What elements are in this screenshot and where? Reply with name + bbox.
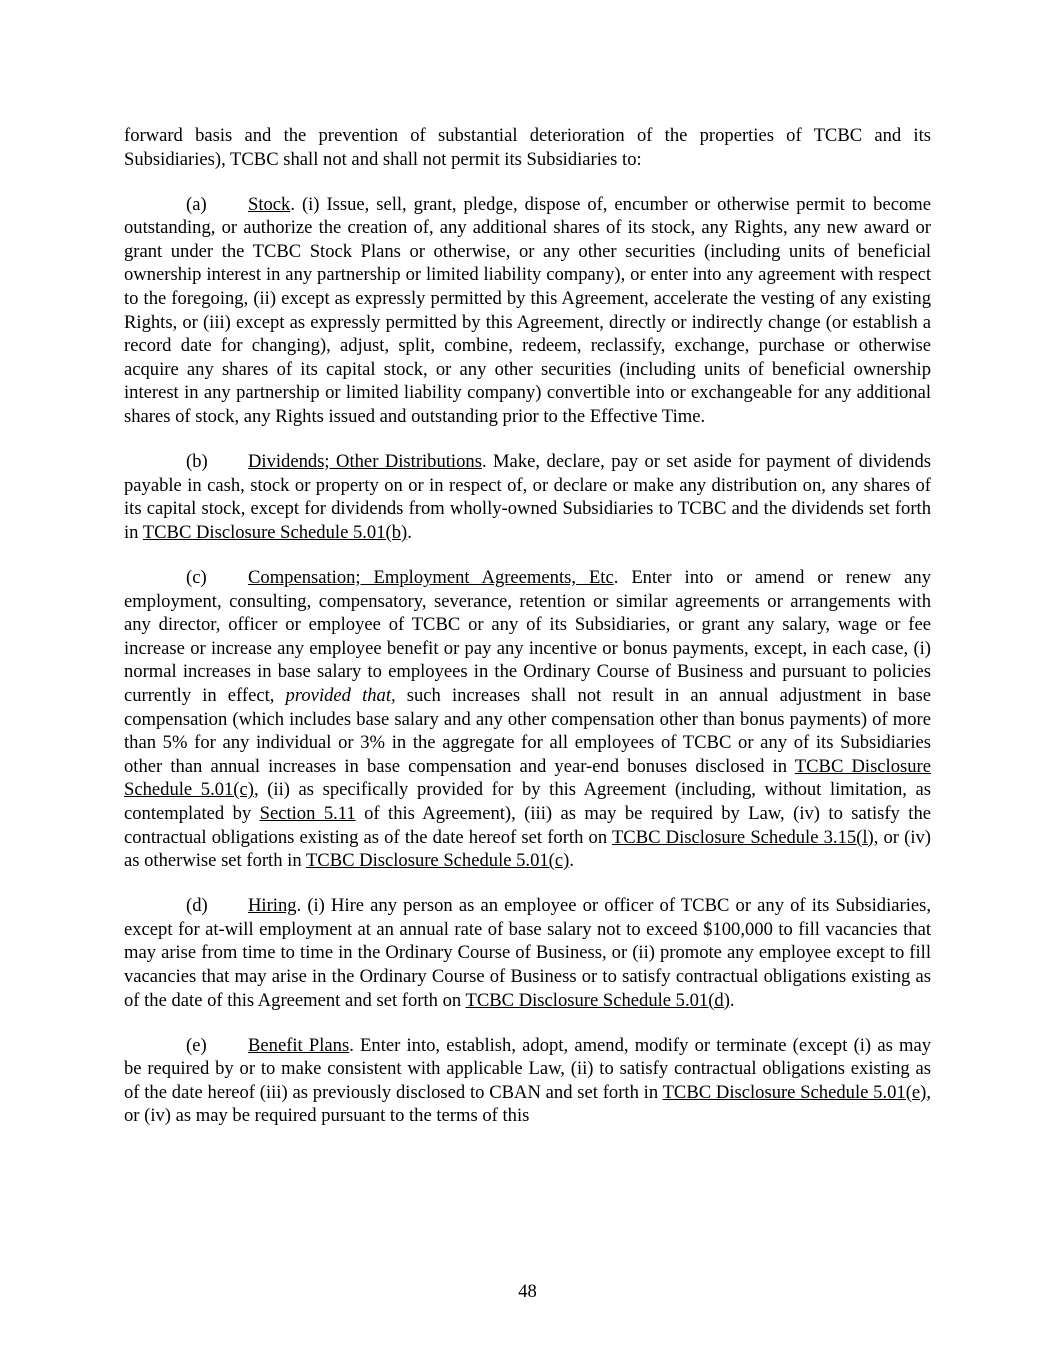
section-c-text-3: , (ii) as specifically provided for by this Agreement (including, without limitation, as contemplated by [124,779,931,824]
section-c-text-4: of this Agreement), (iii) as may be required by Law, (iv) to satisfy the contractual obligations existing as of the date hereof set forth on [124,802,931,848]
section-b-schedule-reference: TCBC Disclosure Schedule 5.01(b) [142,521,408,543]
section-a-stock [124,193,931,429]
section-b-text-2: . [407,521,412,543]
section-c-text-1: . Enter into or amend or renew any employment, consulting, compensatory, severance, retention or similar agreements or arrangements with any director, officer or employee of TCBC or any of its Subsidiaries, or grant any salary, wage or fee increase or increase any employee benefit or pay any incentive or bonus payments, except, in each case, (i) normal increases in base salary to employees in the Ordinary Course of Business and pursuant to policies currently in effect, [124,567,932,706]
section-c-number: (c) [186,567,207,588]
intro-paragraph [124,124,931,171]
section-d-heading: Hiring [248,895,297,917]
section-c-text-2: such increases shall not result in an annual adjustment in base compensation (which includes base salary and any other compensation other than bonus payments) of more than 5% for any individual or 3% in the aggregate for all employees of TCBC or any of its Subsidiaries other than annual increases in base compensation and year-end bonuses disclosed in [124,684,931,777]
section-e-benefit-plans [124,1034,931,1128]
section-a-text: . (i) Issue, sell, grant, pledge, dispose of, encumber or otherwise permit to become outstanding, or authorize the creation of, any additional shares of its stock, any Rights, any new award or grant under the TCBC Stock Plans or otherwise, or any other securities (including units of beneficial ownership interest in any partnership or limited liability company), or enter into any agreement with respect to the foregoing, (ii) except as expressly permitted by this Agreement, accelerate the vesting of any existing Rights, or (iii) except as expressly permitted by this Agreement, directly or indirectly change (or establish a record date for changing), adjust, split, combine, redeem, reclassify, exchange, purchase or otherwise acquire any shares of its capital stock, or any other securities (including units of beneficial ownership interest in any partnership or limited liability company) convertible into or exchangeable for any additional shares of stock, any Rights issued and outstanding prior to the Effective Time. [124,193,931,428]
section-d-schedule-reference: TCBC Disclosure Schedule 5.01(d) [465,989,730,1011]
section-c-section-reference: Section 5.11 [259,802,356,824]
section-b-text-1: . Make, declare, pay or set aside for payment of dividends payable in cash, stock or property on or in respect of, or declare or make any distribution on, any shares of its capital stock, except for dividends from wholly-owned Subsidiaries to TCBC and the dividends set forth in [124,451,932,543]
section-a-heading: Stock [248,193,291,215]
section-e-heading: Benefit Plans [248,1034,350,1056]
section-c-schedule-reference-2: TCBC Disclosure Schedule 3.15(l) [611,826,874,848]
section-c-compensation [124,566,931,873]
section-d-number: (d) [186,895,208,917]
page-body [124,124,931,1150]
section-b-number: (b) [186,451,208,473]
section-e-text-1: . Enter into, establish, adopt, amend, modify or terminate (except (i) as may be required by or to make consistent with applicable Law, (ii) to satisfy contractual obligations existing as of the date hereof (iii) as previously disclosed to CBAN and set forth in [124,1034,932,1103]
section-b-dividends [124,450,931,544]
section-c-schedule-reference-1: TCBC Disclosure Schedule 5.01(c) [124,755,931,801]
section-e-text-2: , or (iv) as may be required pursuant to the terms of this [124,1081,931,1127]
section-d-text-2: . [729,989,735,1011]
section-c-schedule-reference-3: TCBC Disclosure Schedule 5.01(c) [305,850,570,872]
section-c-text-6: . [569,850,574,872]
section-a-number: (a) [186,193,207,215]
section-d-text-1: . (i) Hire any person as an employee or officer of TCBC or any of its Subsidiaries, except for at-will employment at an annual rate of base salary not to exceed $100,000 to fill vacancies that may arise from time to time in the Ordinary Course of Business, or (ii) promote any employee except to fill vacancies that may arise in the Ordinary Course of Business or to satisfy contractual obligations existing as of the date of this Agreement and set forth on [124,895,931,1011]
section-e-schedule-reference: TCBC Disclosure Schedule 5.01(e) [662,1081,927,1103]
section-c-text-5: , or (iv) as otherwise set forth in [124,826,931,872]
section-e-number: (e) [186,1034,207,1056]
section-d-hiring [124,894,931,1012]
section-b-heading: Dividends; Other Distributions [248,451,482,473]
section-c-heading: Compensation; Employment Agreements, Etc [248,567,614,588]
page-number: 48 [518,1281,537,1302]
intro-text: forward basis and the prevention of substantial deterioration of the properties of TCBC and its Subsidiaries), TCBC shall not and shall not permit its Subsidiaries to: [124,125,931,170]
section-c-proviso: provided that, [285,684,396,706]
